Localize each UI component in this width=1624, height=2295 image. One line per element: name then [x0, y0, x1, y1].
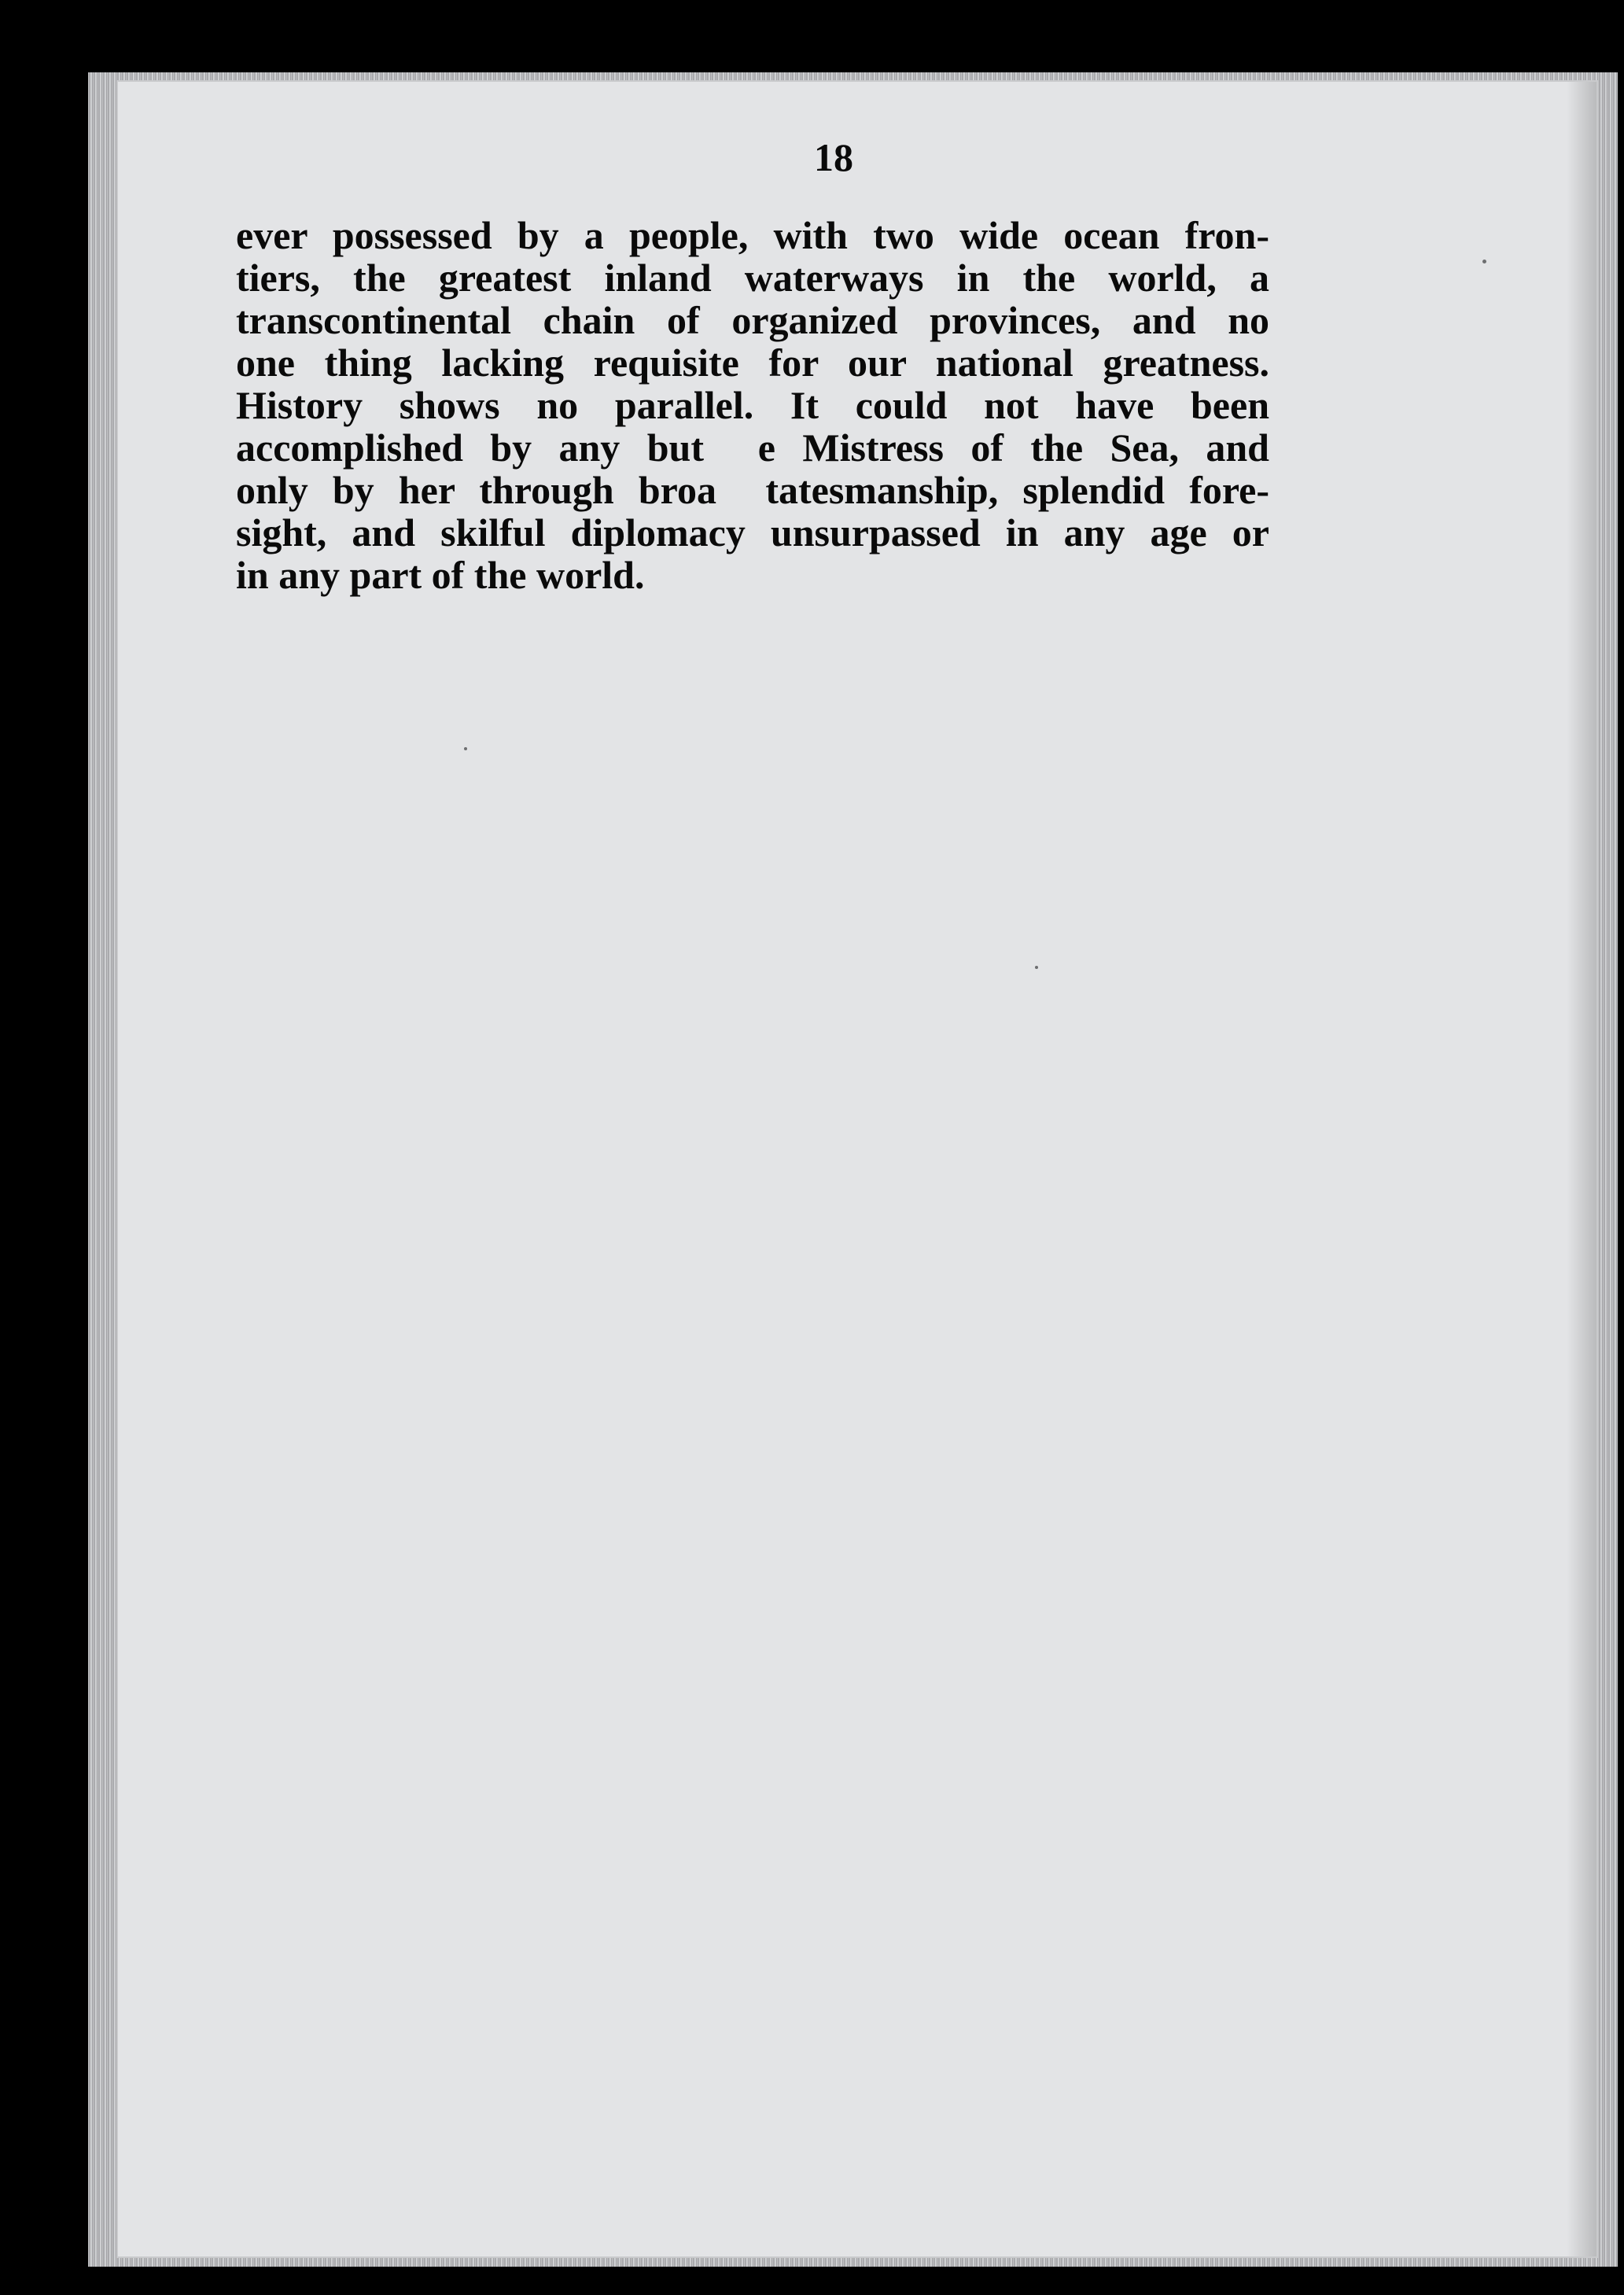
text-line: in any part of the world.: [236, 553, 645, 597]
body-text: [236, 214, 1269, 596]
text-line: only by her through broa tatesmanship, splendid fore-: [236, 468, 1269, 512]
text-line: one thing lacking requisite for our national greatness.: [236, 341, 1269, 385]
scan-speck: [464, 747, 467, 750]
text-line: transcontinental chain of organized provinces, and no: [236, 298, 1269, 342]
page-gutter-shadow: [1567, 82, 1596, 2256]
text-line: sight, and skilful diplomacy unsurpassed in any age or: [236, 510, 1269, 554]
page-number: 18: [814, 135, 853, 179]
scan-speck: [1035, 966, 1038, 969]
text-line: tiers, the greatest inland waterways in the world, a: [236, 256, 1269, 300]
text-line: History shows no parallel. It could not have been: [236, 383, 1269, 427]
scan-speck: [1482, 260, 1486, 263]
text-line: ever possessed by a people, with two wide ocean fron-: [236, 213, 1269, 257]
text-line: accomplished by any but e Mistress of the Sea, and: [236, 425, 1269, 470]
